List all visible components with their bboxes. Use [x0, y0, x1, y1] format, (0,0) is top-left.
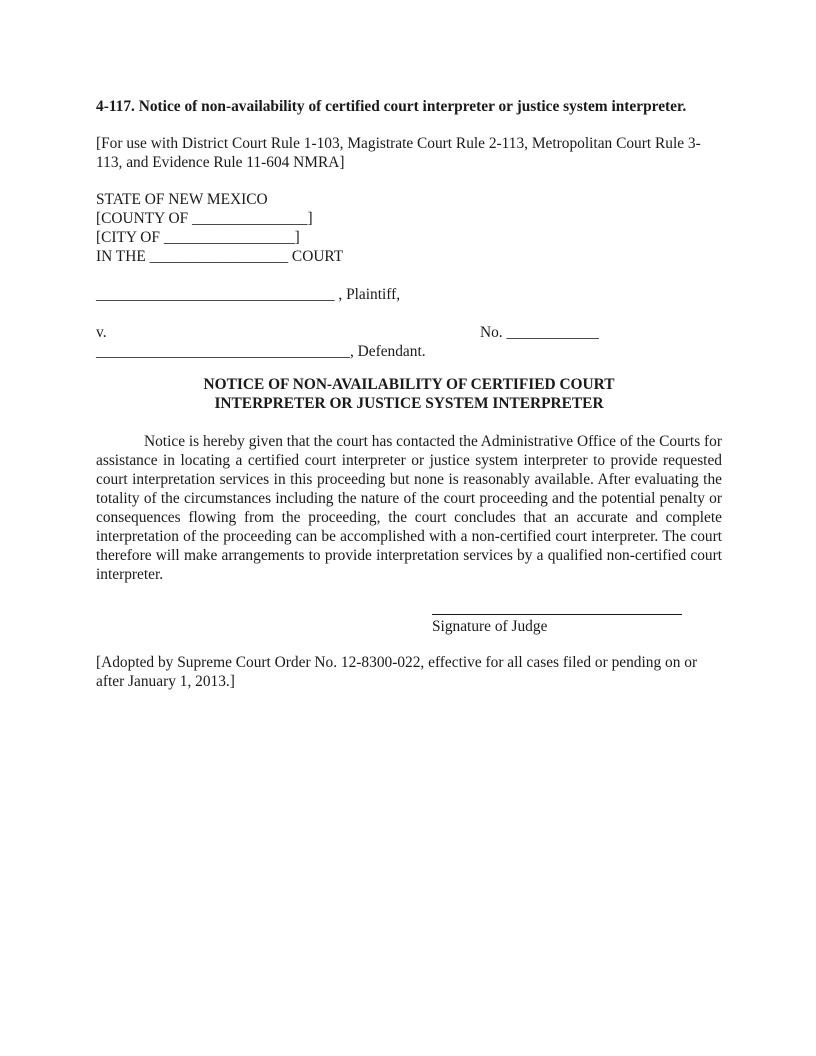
signature-label: Signature of Judge	[432, 618, 548, 635]
versus-label: v.	[96, 324, 107, 341]
document-page	[96, 97, 722, 706]
form-title: 4-117. Notice of non-availability of certified court interpreter or justice system interpreter.	[96, 98, 687, 115]
parties-block	[96, 285, 722, 361]
caption-state: STATE OF NEW MEXICO	[96, 191, 268, 208]
caption-city: [CITY OF _________________]	[96, 229, 300, 246]
case-caption	[96, 190, 722, 266]
notice-heading-line-1: NOTICE OF NON-AVAILABILITY OF CERTIFIED COURT	[203, 376, 615, 393]
use-note: [For use with District Court Rule 1-103, Magistrate Court Rule 2-113, Metropolitan Court Rule 3-113, and Evidence Rule 11-604 NMRA]	[96, 135, 701, 171]
case-number: No. ____________	[480, 324, 599, 341]
adopted-note: [Adopted by Supreme Court Order No. 12-8300-022, effective for all cases filed or pending on or after January 1, 2013.]	[96, 654, 698, 690]
notice-heading	[96, 375, 722, 413]
defendant-line: _________________________________, Defendant.	[96, 343, 426, 360]
notice-heading-line-2: INTERPRETER OR JUSTICE SYSTEM INTERPRETER	[214, 395, 604, 412]
plaintiff-line: _______________________________ , Plaintiff,	[96, 286, 401, 303]
signature-block	[432, 614, 682, 636]
notice-body: Notice is hereby given that the court has contacted the Administrative Office of the Courts for assistance in locating a certified court interpreter or justice system interpreter to provide requested court interpretation services in this proceeding but none is reasonably available. After evaluating the totality of the circumstances including the nature of the court proceeding and the potential penalty or consequences flowing from the proceeding, the court concludes that an accurate and complete interpretation of the proceeding can be accomplished with a non-certified court interpreter. The court therefore will make arrangements to provide interpretation services by a qualified non-certified court interpreter.	[96, 433, 722, 583]
caption-county: [COUNTY OF _______________]	[96, 210, 313, 227]
versus-row	[96, 323, 722, 342]
caption-court: IN THE __________________ COURT	[96, 248, 344, 265]
signature-line	[432, 614, 682, 615]
